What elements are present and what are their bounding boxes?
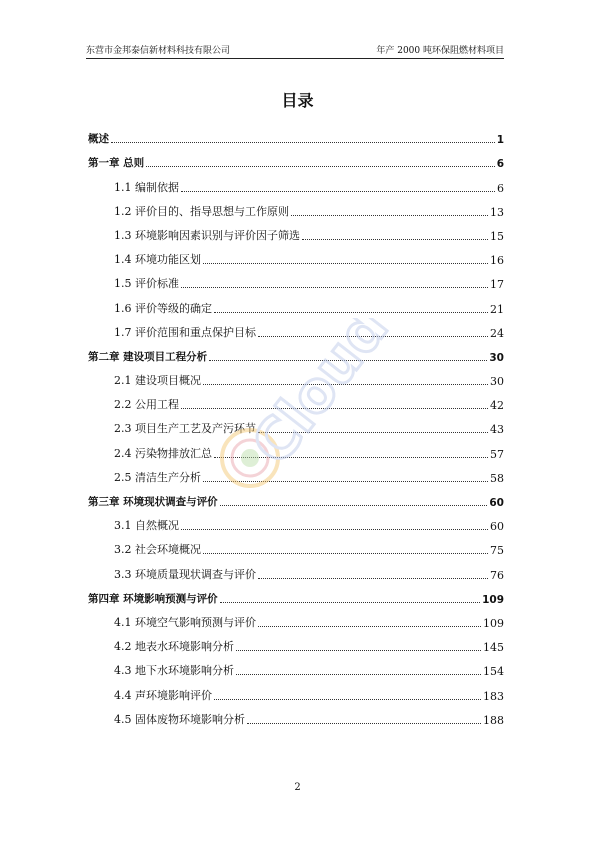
toc-entry-page: 16 xyxy=(490,254,504,268)
toc-entry-page: 30 xyxy=(490,375,504,389)
toc-entry-label: 1.2 评价目的、指导思想与工作原则 xyxy=(114,204,289,218)
toc-section-entry[interactable] xyxy=(88,219,504,243)
toc-leader-dots xyxy=(302,239,488,240)
header-project: 年产 2000 吨环保阻燃材料项目 xyxy=(376,46,504,56)
toc-leader-dots xyxy=(209,360,487,361)
toc-entry-page: 183 xyxy=(483,689,504,703)
toc-leader-dots xyxy=(203,553,488,554)
toc-entry-page: 188 xyxy=(483,713,504,727)
toc-section-entry[interactable] xyxy=(88,412,504,436)
toc-entry-label: 1.1 编制依据 xyxy=(114,180,179,194)
toc-section-entry[interactable] xyxy=(88,461,504,485)
toc-section-entry[interactable] xyxy=(88,170,504,194)
toc-leader-dots xyxy=(181,191,495,192)
toc-entry-page: 75 xyxy=(490,544,504,558)
toc-leader-dots xyxy=(181,408,488,409)
toc-entry-label: 1.3 环境影响因素识别与评价因子筛选 xyxy=(114,228,300,242)
toc-entry-label: 2.4 污染物排放汇总 xyxy=(114,446,212,460)
toc-entry-page: 21 xyxy=(490,302,504,316)
toc-entry-page: 58 xyxy=(490,471,504,485)
toc-entry-label: 概述 xyxy=(88,133,109,146)
toc-leader-dots xyxy=(214,457,488,458)
toc-entry-label: 4.4 声环境影响评价 xyxy=(114,688,212,702)
toc-section-entry[interactable] xyxy=(88,654,504,678)
toc-title: 目录 xyxy=(281,91,314,110)
toc-leader-dots xyxy=(203,384,488,385)
toc-entry-label: 4.3 地下水环境影响分析 xyxy=(114,664,234,678)
toc-entry-page: 57 xyxy=(490,447,504,461)
toc-section-entry[interactable] xyxy=(88,316,504,340)
table-of-contents xyxy=(88,122,504,727)
toc-entry-label: 2.3 项目生产工艺及产污环节 xyxy=(114,422,256,436)
toc-leader-dots xyxy=(258,578,488,579)
toc-entry-page: 109 xyxy=(482,593,504,606)
toc-leader-dots xyxy=(258,626,481,627)
toc-leader-dots xyxy=(220,505,488,506)
toc-entry-page: 13 xyxy=(490,205,504,219)
toc-entry-page: 24 xyxy=(490,326,504,340)
page-header xyxy=(86,40,504,59)
toc-leader-dots xyxy=(203,481,488,482)
toc-entry-page: 30 xyxy=(489,351,504,364)
toc-section-entry[interactable] xyxy=(88,267,504,291)
toc-leader-dots xyxy=(236,674,481,675)
toc-section-entry[interactable] xyxy=(88,678,504,702)
toc-entry-label: 第二章 建设项目工程分析 xyxy=(88,350,208,363)
toc-section-entry[interactable] xyxy=(88,436,504,460)
toc-section-entry[interactable] xyxy=(88,291,504,315)
toc-section-entry[interactable] xyxy=(88,630,504,654)
toc-leader-dots xyxy=(203,263,488,264)
toc-leader-dots xyxy=(111,142,495,143)
toc-leader-dots xyxy=(181,287,488,288)
toc-section-entry[interactable] xyxy=(88,388,504,412)
toc-chapter-entry[interactable] xyxy=(88,582,504,606)
toc-entry-label: 第一章 总则 xyxy=(88,157,145,170)
toc-chapter-entry[interactable] xyxy=(88,146,504,170)
toc-entry-page: 43 xyxy=(490,423,504,437)
toc-entry-label: 3.3 环境质量现状调查与评价 xyxy=(114,567,256,581)
toc-entry-label: 1.5 评价标准 xyxy=(114,277,179,291)
toc-leader-dots xyxy=(258,432,488,433)
toc-entry-label: 2.1 建设项目概况 xyxy=(114,374,201,388)
toc-section-entry[interactable] xyxy=(88,509,504,533)
toc-entry-page: 6 xyxy=(496,158,504,171)
toc-entry-page: 109 xyxy=(483,616,504,630)
header-company: 东营市金邦泰信新材料科技有限公司 xyxy=(86,46,231,56)
toc-chapter-entry[interactable] xyxy=(88,485,504,509)
toc-leader-dots xyxy=(181,529,488,530)
toc-entry-label: 1.6 评价等级的确定 xyxy=(114,301,212,315)
toc-entry-label: 1.4 环境功能区划 xyxy=(114,253,201,267)
toc-leader-dots xyxy=(236,650,481,651)
toc-entry-label: 4.2 地表水环境影响分析 xyxy=(114,640,234,654)
toc-section-entry[interactable] xyxy=(88,606,504,630)
toc-leader-dots xyxy=(146,166,495,167)
toc-section-entry[interactable] xyxy=(88,557,504,581)
toc-leader-dots xyxy=(247,723,481,724)
toc-entry-page: 60 xyxy=(490,520,504,534)
toc-entry-label: 3.2 社会环境概况 xyxy=(114,543,201,557)
toc-chapter-entry[interactable] xyxy=(88,340,504,364)
toc-entry-label: 第三章 环境现状调查与评价 xyxy=(88,496,218,508)
toc-entry-label: 2.5 清洁生产分析 xyxy=(114,470,201,484)
toc-entry-page: 76 xyxy=(490,568,504,582)
toc-entry-label: 4.1 环境空气影响预测与评价 xyxy=(114,615,256,629)
toc-entry-label: 1.7 评价范围和重点保护目标 xyxy=(114,325,256,339)
toc-section-entry[interactable] xyxy=(88,195,504,219)
toc-entry-page: 42 xyxy=(490,399,504,413)
toc-entry-label: 2.2 公用工程 xyxy=(114,398,179,412)
toc-section-entry[interactable] xyxy=(88,533,504,557)
toc-entry-page: 60 xyxy=(489,497,504,509)
toc-leader-dots xyxy=(214,699,481,700)
toc-leader-dots xyxy=(291,215,488,216)
toc-leader-dots xyxy=(214,312,488,313)
toc-leader-dots xyxy=(220,602,480,603)
toc-entry-label: 3.1 自然概况 xyxy=(114,519,179,533)
toc-entry-page: 15 xyxy=(490,229,504,243)
toc-section-entry[interactable] xyxy=(88,703,504,727)
toc-entry-page: 1 xyxy=(496,134,504,147)
toc-entry-page: 154 xyxy=(483,665,504,679)
toc-entry-page: 6 xyxy=(497,181,504,195)
toc-entry-label: 4.5 固体废物环境影响分析 xyxy=(114,712,245,726)
toc-section-entry[interactable] xyxy=(88,243,504,267)
toc-entry-page: 145 xyxy=(483,641,504,655)
page-number: 2 xyxy=(294,782,301,793)
toc-entry-label: 第四章 环境影响预测与评价 xyxy=(88,592,218,605)
toc-section-entry[interactable] xyxy=(88,364,504,388)
toc-entry-page: 17 xyxy=(490,278,504,292)
toc-chapter-entry[interactable] xyxy=(88,122,504,146)
watermark-text: Cloud xyxy=(239,318,400,477)
toc-leader-dots xyxy=(258,336,488,337)
